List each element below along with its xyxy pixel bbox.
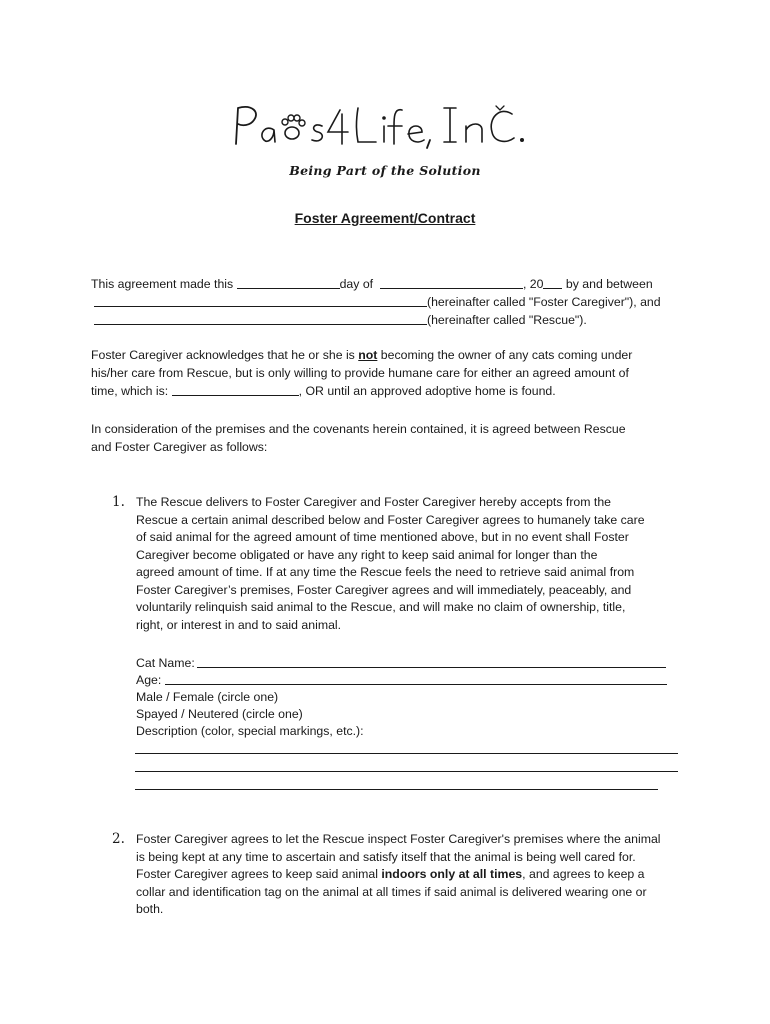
document-title: Foster Agreement/Contract <box>294 210 476 226</box>
clause-line: right, or interest in and to said animal. <box>136 617 342 632</box>
clause-line: The Rescue delivers to Foster Caregiver and Foster Caregiver hereby accepts from the <box>136 495 612 509</box>
clause-line: Foster Caregiver agrees to let the Rescue inspect Foster Caregiver's premises where the animal <box>136 832 661 846</box>
ack-text: , OR until an approved adoptive home is found. <box>298 384 556 398</box>
intro-text: day of <box>339 277 374 291</box>
clause-line: is being kept at any time to ascertain and satisfy itself that the animal is being well cared for. <box>136 849 636 864</box>
clause-line: of said animal for the agreed amount of time mentioned above, but in no event shall Foster <box>136 530 629 544</box>
clause-number: 2. <box>112 831 125 847</box>
month-blank[interactable] <box>380 276 523 289</box>
clause-line: Foster Caregiver’s premises, Foster Caregiver agrees and will immediately, peaceably, and <box>136 582 632 597</box>
age-field[interactable] <box>165 684 667 685</box>
intro-text: by and between <box>562 277 653 291</box>
consideration-line-2: and Foster Caregiver as follows: <box>91 440 268 454</box>
sex-row: Male / Female (circle one) <box>136 690 279 704</box>
day-blank[interactable] <box>237 276 340 289</box>
intro-line-3 <box>94 312 587 328</box>
clause-text: , and agrees to keep a <box>522 867 645 881</box>
description-field-line-1[interactable] <box>135 753 678 754</box>
clause-line: both. <box>136 902 164 916</box>
clause-line: Rescue a certain animal described below and Foster Caregiver agrees to humanely take care <box>136 512 645 527</box>
clause-number: 1. <box>112 494 125 510</box>
clause-2-body <box>136 831 666 919</box>
tagline: Being Part of the Solution <box>289 163 481 178</box>
clause-text: Foster Caregiver agrees to keep said animal <box>136 867 382 881</box>
year-blank[interactable] <box>543 276 562 289</box>
description-field-line-2[interactable] <box>135 771 678 772</box>
ack-line-1 <box>91 347 632 363</box>
cat-name-field[interactable] <box>197 667 666 668</box>
logo <box>0 100 770 150</box>
clause-line: Caregiver become obligated or have any right to keep said animal for longer than the <box>136 547 598 562</box>
ack-text: becoming the owner of any cats coming under <box>377 348 633 362</box>
not-emphasis: not <box>358 348 378 362</box>
time-agreed-blank[interactable] <box>172 383 299 396</box>
description-label: Description (color, special markings, etc.): <box>136 724 364 738</box>
clause-1-body <box>136 494 666 634</box>
clause-line: voluntarily relinquish said animal to the Rescue, and will make no claim of ownership, title, <box>136 600 626 614</box>
ack-text: time, which is: <box>91 384 172 398</box>
rescue-label: (hereinafter called "Rescue"). <box>427 313 587 327</box>
cat-name-label: Cat Name: <box>136 656 195 670</box>
age-label: Age: <box>136 673 162 687</box>
clause-line <box>136 866 666 884</box>
paw-logo-image <box>230 100 540 150</box>
ack-text: Foster Caregiver acknowledges that he or she is <box>91 348 359 362</box>
foster-caregiver-label: (hereinafter called "Foster Caregiver"), and <box>427 295 661 309</box>
ack-line-3 <box>91 383 556 399</box>
consideration-line-1: In consideration of the premises and the covenants herein contained, it is agreed between Rescue <box>91 422 626 436</box>
intro-text: This agreement made this <box>91 277 234 291</box>
indoors-emphasis: indoors only at all times <box>381 867 523 881</box>
intro-line-2 <box>94 294 661 310</box>
cat-name-row <box>136 655 195 672</box>
clause-line: collar and identification tag on the animal at all times if said animal is delivered wearing one or <box>136 884 647 899</box>
description-field-line-3[interactable] <box>135 789 658 790</box>
spay-neuter-row: Spayed / Neutered (circle one) <box>136 707 303 721</box>
rescue-name-blank[interactable] <box>94 312 427 325</box>
ack-line-2: his/her care from Rescue, but is only willing to provide humane care for either an agreed amount of <box>91 366 629 380</box>
foster-caregiver-name-blank[interactable] <box>94 294 427 307</box>
age-row <box>136 672 161 689</box>
clause-line: agreed amount of time. If at any time the Rescue feels the need to retrieve said animal from <box>136 565 635 579</box>
intro-text: , 20 <box>522 277 544 291</box>
intro-line-1 <box>91 276 653 292</box>
